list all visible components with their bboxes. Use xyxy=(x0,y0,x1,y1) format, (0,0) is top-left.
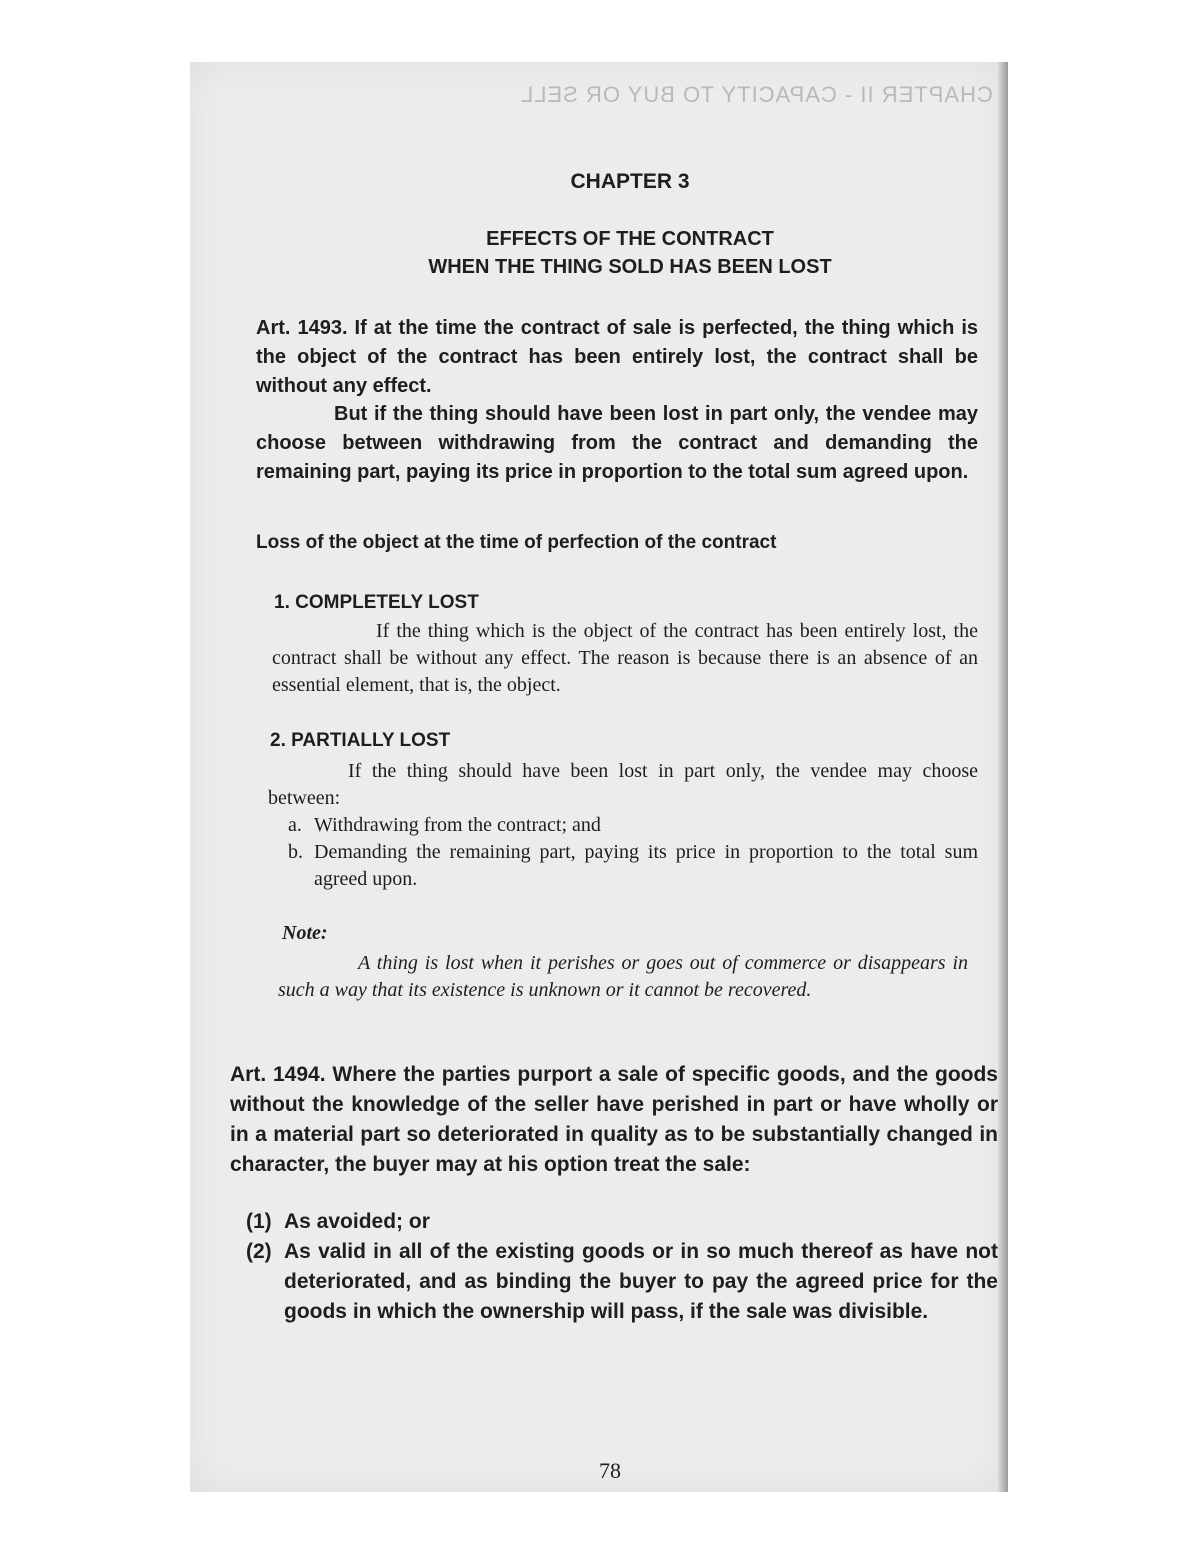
list-item xyxy=(288,839,978,893)
chapter-title-line2: WHEN THE THING SOLD HAS BEEN LOST xyxy=(428,256,832,278)
list-item-text: Demanding the remaining part, paying its price in proportion to the total sum agreed upon. xyxy=(314,841,978,890)
section-partially-lost-heading: 2. PARTIALLY LOST xyxy=(270,730,451,751)
article-1493: Art. 1493. If at the time the contract of sale is perfected, the thing which is the object of the contract has been entirely lost, the contract shall be without any effect. xyxy=(256,317,978,397)
note-body: A thing is lost when it perishes or goes out of commerce or disappears in such a way that its existence is unknown or it cannot be recovered. xyxy=(278,952,968,1001)
loss-of-object-heading: Loss of the object at the time of perfection of the contract xyxy=(256,532,777,553)
chapter-label: CHAPTER 3 xyxy=(570,170,690,193)
list-marker: (1) xyxy=(246,1210,272,1233)
section-completely-lost-heading: 1. COMPLETELY LOST xyxy=(274,592,479,613)
bleed-through-header: CHAPTER II - CAPACITY TO BUY OR SELL xyxy=(520,82,993,107)
page-edge xyxy=(998,62,1008,1492)
article-1494: Art. 1494. Where the parties purport a sale of specific goods, and the goods without the knowledge of the seller have perished in part or have wholly or in a material part so deteriorated in quality as to be substantially changed in character, the buyer may at his option treat the sale: xyxy=(230,1063,998,1176)
list-item xyxy=(246,1207,998,1237)
list-item-text: As avoided; or xyxy=(284,1210,430,1233)
page-number: 78 xyxy=(599,1458,621,1483)
list-item xyxy=(246,1237,998,1327)
list-marker: a. xyxy=(288,814,302,836)
partially-lost-options xyxy=(288,812,978,893)
list-item xyxy=(288,812,978,839)
article-1494-options xyxy=(246,1207,998,1327)
list-item-text: Withdrawing from the contract; and xyxy=(314,814,601,836)
list-item-text: As valid in all of the existing goods or in so much thereof as have not deteriorated, and as binding the buyer to pay the agreed price for the goods in which the ownership will pass, if the sale was divisible. xyxy=(284,1240,998,1323)
section-completely-lost-body: If the thing which is the object of the contract has been entirely lost, the contract shall be without any effect. The reason is because there is an absence of an essential element, that is, the object. xyxy=(272,620,978,696)
article-1493-paragraph-2: But if the thing should have been lost in part only, the vendee may choose between withdrawing from the contract and demanding the remaining part, paying its price in proportion to the total sum agreed upon. xyxy=(256,403,978,483)
list-marker: b. xyxy=(288,841,303,863)
chapter-title-line1: EFFECTS OF THE CONTRACT xyxy=(486,228,774,250)
list-marker: (2) xyxy=(246,1240,272,1263)
note-label: Note: xyxy=(282,922,328,944)
section-partially-lost-body: If the thing should have been lost in part only, the vendee may choose between: xyxy=(268,760,978,809)
